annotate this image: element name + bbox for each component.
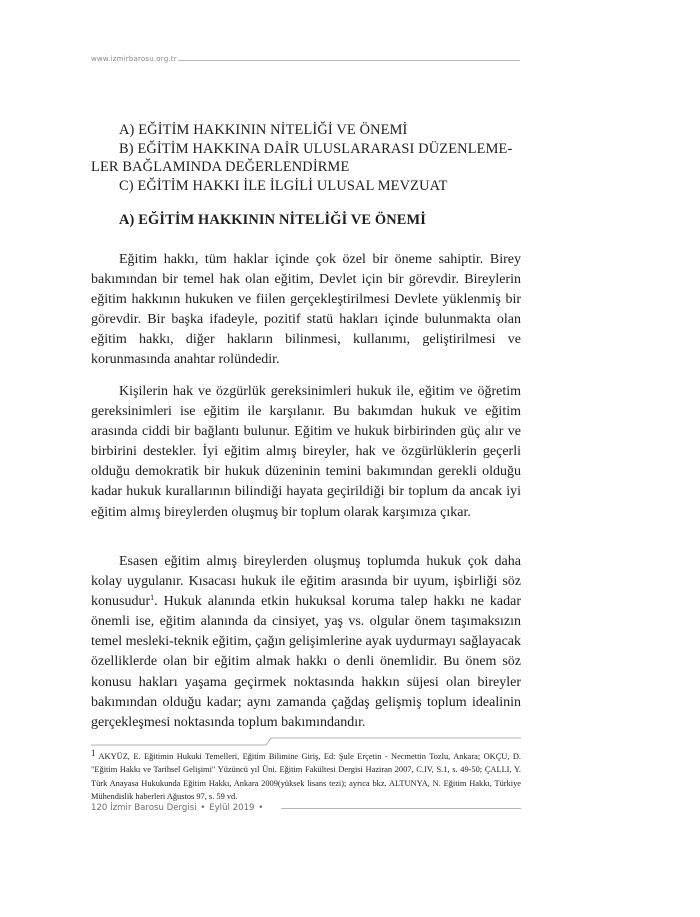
header-url: www.izmirbarosu.org.tr [91, 55, 177, 63]
toc-item-b-line1: B) EĞİTİM HAKKINA DAİR ULUSLARARASI DÜZENLEME- [119, 140, 513, 157]
footnote-divider [91, 736, 521, 746]
footnote-text: AKYÜZ, E. Eğitimin Hukuki Temelleri, Eğitim Bilimine Giriş, Ed: Şule Erçetin - Necmettin Tozlu, Ankara; OKÇU, D. "Eğitim Hakkı ve Tarihsel Gelişimi" Yüzüncü yıl Üni. Eğitim Fakültesi Dergisi Haziran 2007, C.IV, S.1, s. 49-50; ÇALLI, Y. Türk Anayasa Hukukunda Eğitim Hakkı, Ankara 2009(yüksek lisans tezi); ayrıca bkz. ALTUNYA, N. Eğitim Hakkı, Türkiye Mühendislik haberleri Ağustos 97, s. 59 vd. [91, 752, 521, 802]
footer-text [91, 803, 264, 813]
table-of-contents [91, 121, 521, 195]
footer-rule [281, 808, 521, 809]
page-footer [91, 803, 521, 815]
journal-name: İzmir Barosu Dergisi [110, 803, 197, 813]
section-title: A) EĞİTİM HAKKININ NİTELİĞİ VE ÖNEMİ [119, 212, 426, 228]
footnote-divider-line [91, 736, 521, 746]
footnote-mark: 1 [91, 748, 96, 758]
issue-date: Eylül 2019 [209, 803, 255, 813]
paragraph-3-end: . Hukuk alanında etkin hukuksal koruma talep hakkı ne kadar önemli ise, eğitim alanında da cinsiyet, yaş vs. olgular önem taşımaksızın temel mesleki-teknik eğitim, çağın gelişimlerine ayak uydurmayı sağlayacak özelliklerde olan bir eğitim almak hakkı o denli önemlidir. Bu önem söz konusu hakları yaşama geçirmek noktasında hakkın süjesi olan bireyler bakımından olduğu kadar; aynı zamanda çağdaş gelişmiş toplum idealinin gerçekleşmesi noktasında toplum bakımındandır. [91, 594, 521, 730]
footnote [91, 747, 521, 804]
paragraph-2 [91, 382, 521, 523]
footer-separator: • [200, 803, 206, 813]
paragraph-3 [91, 552, 521, 733]
paragraph-3-start: Esasen eğitim almış bireylerden oluşmuş toplumda hukuk çok daha kolay uygulanır. Kısacası hukuk ile eğitim arasında bir uyum, işbirliği söz konusudur [91, 554, 521, 610]
toc-item-c: C) EĞİTİM HAKKI İLE İLGİLİ ULUSAL MEVZUAT [119, 177, 448, 194]
toc-item-a: A) EĞİTİM HAKKININ NİTELİĞİ VE ÖNEMİ [119, 122, 408, 138]
paragraph-1 [91, 250, 521, 371]
header-rule [178, 60, 520, 61]
paragraph-2-text: Kişilerin hak ve özgürlük gereksinimleri hukuk ile, eğitim ve öğretim gereksinimleri ise eğitim ile karşılanır. Bu bakımdan hukuk ve eğitim arasında ciddi bir bağlantı bulunur. Eğitim ve hukuk birbirinden güç alır ve birbirini destekler. İyi eğitim almış bireyler, hak ve özgürlüklerin geçerli olduğu demokratik bir hukuk düzeninin temini bakımından gerekli olduğu kadar hukuk kurallarının bilindiği hayata geçirildiği bir toplum da ancak iyi eğitim almış bireylerden oluşmuş bir toplum olarak karşımıza çıkar. [91, 384, 521, 520]
footer-separator-trailing: • [258, 803, 264, 813]
paragraph-3-text [91, 552, 521, 733]
paragraph-1-text: Eğitim hakkı, tüm haklar içinde çok özel bir öneme sahiptir. Birey bakımından bir temel hak olan eğitim, Devlet için bir görevdir. Bireylerin eğitim hakkının hukuken ve fiilen gerçekleştirilmesi Devlete yüklenmiş bir görevdir. Bir başka ifadeyle, pozitif statü hakları içinde bulunmakta olan eğitim hakkı, diğer hakların bilinmesi, kullanımı, geliştirilmesi ve korunmasında anahtar rolündedir. [91, 252, 521, 368]
footnote-reference[interactable]: 1 [150, 593, 155, 603]
toc-item-b-line2: LER BAĞLAMINDA DEĞERLENDİRME [91, 159, 350, 176]
page-number: 120 [91, 803, 108, 813]
